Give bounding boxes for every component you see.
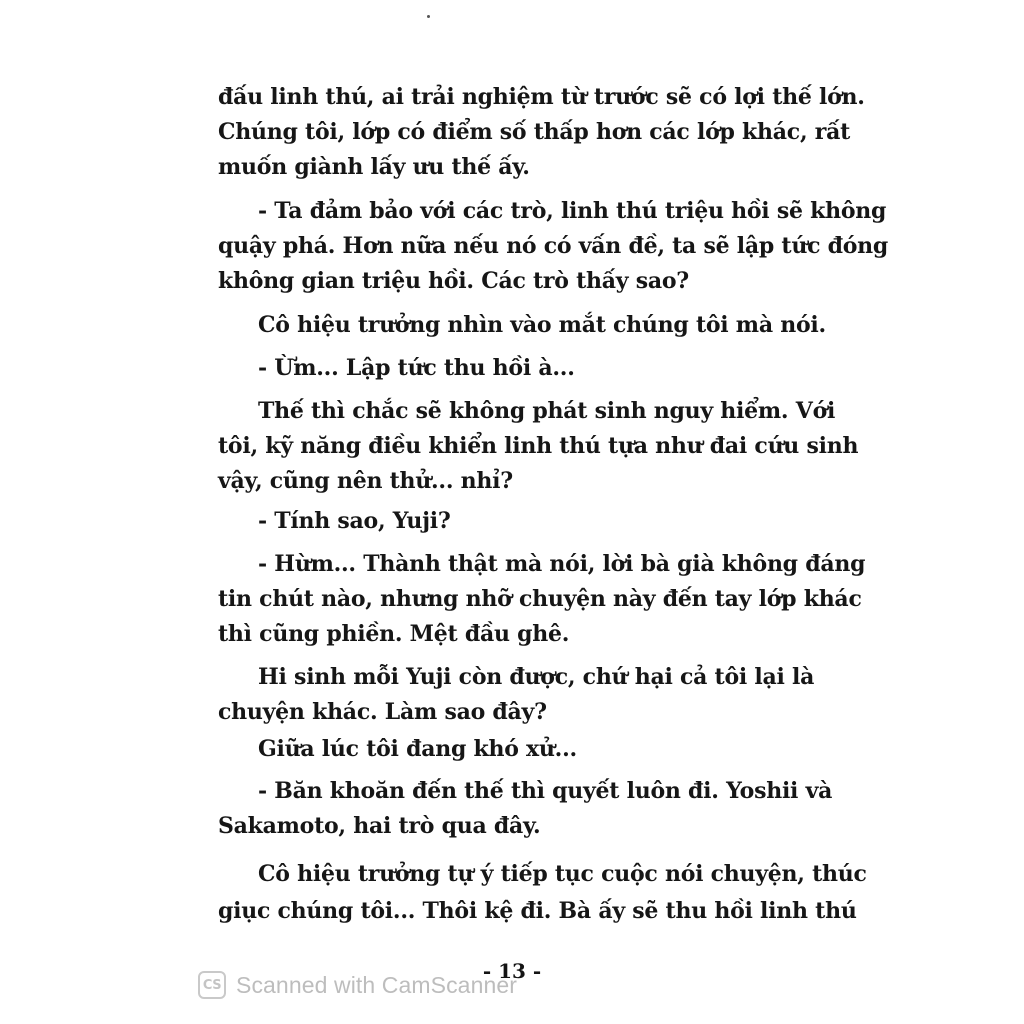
scan-speck bbox=[427, 15, 430, 18]
text-line-1: đấu linh thú, ai trải nghiệm từ trước sẽ có lợi thế lớn. bbox=[218, 84, 865, 110]
text-line-17: chuyện khác. Làm sao đây? bbox=[218, 699, 547, 725]
watermark-text: Scanned with CamScanner bbox=[236, 971, 518, 998]
text-line-15: thì cũng phiền. Mệt đầu ghê. bbox=[218, 621, 570, 647]
text-line-3: muốn giành lấy ưu thế ấy. bbox=[218, 154, 530, 180]
text-line-20: Sakamoto, hai trò qua đây. bbox=[218, 813, 541, 839]
text-line-14: tin chút nào, nhưng nhỡ chuyện này đến tay lớp khác bbox=[218, 586, 862, 612]
text-line-10: tôi, kỹ năng điều khiển linh thú tựa như đai cứu sinh bbox=[218, 433, 859, 459]
page-number: - 13 - bbox=[482, 959, 542, 983]
text-line-7: Cô hiệu trưởng nhìn vào mắt chúng tôi mà nói. bbox=[258, 312, 826, 338]
text-line-19: - Băn khoăn đến thế thì quyết luôn đi. Yoshii và bbox=[258, 778, 833, 804]
camscanner-watermark bbox=[198, 968, 517, 1002]
text-line-11: vậy, cũng nên thử... nhỉ? bbox=[218, 468, 513, 494]
text-line-13: - Hừm... Thành thật mà nói, lời bà già không đáng bbox=[258, 551, 866, 577]
text-line-18: Giữa lúc tôi đang khó xử... bbox=[258, 736, 577, 762]
text-line-22: giục chúng tôi... Thôi kệ đi. Bà ấy sẽ thu hồi linh thú bbox=[218, 898, 857, 924]
text-line-6: không gian triệu hồi. Các trò thấy sao? bbox=[218, 268, 689, 294]
text-line-12: - Tính sao, Yuji? bbox=[258, 508, 451, 534]
text-line-4: - Ta đảm bảo với các trò, linh thú triệu hồi sẽ không bbox=[258, 198, 887, 224]
camscanner-logo-icon: CS bbox=[198, 971, 226, 999]
text-line-2: Chúng tôi, lớp có điểm số thấp hơn các lớp khác, rất bbox=[218, 119, 851, 145]
text-line-21: Cô hiệu trưởng tự ý tiếp tục cuộc nói chuyện, thúc bbox=[258, 861, 867, 887]
text-line-8: - Ừm... Lập tức thu hồi à... bbox=[258, 355, 575, 381]
text-line-9: Thế thì chắc sẽ không phát sinh nguy hiểm. Với bbox=[258, 398, 836, 424]
text-line-5: quậy phá. Hơn nữa nếu nó có vấn đề, ta sẽ lập tức đóng bbox=[218, 233, 889, 259]
text-line-16: Hi sinh mỗi Yuji còn được, chứ hại cả tôi lại là bbox=[258, 664, 815, 690]
